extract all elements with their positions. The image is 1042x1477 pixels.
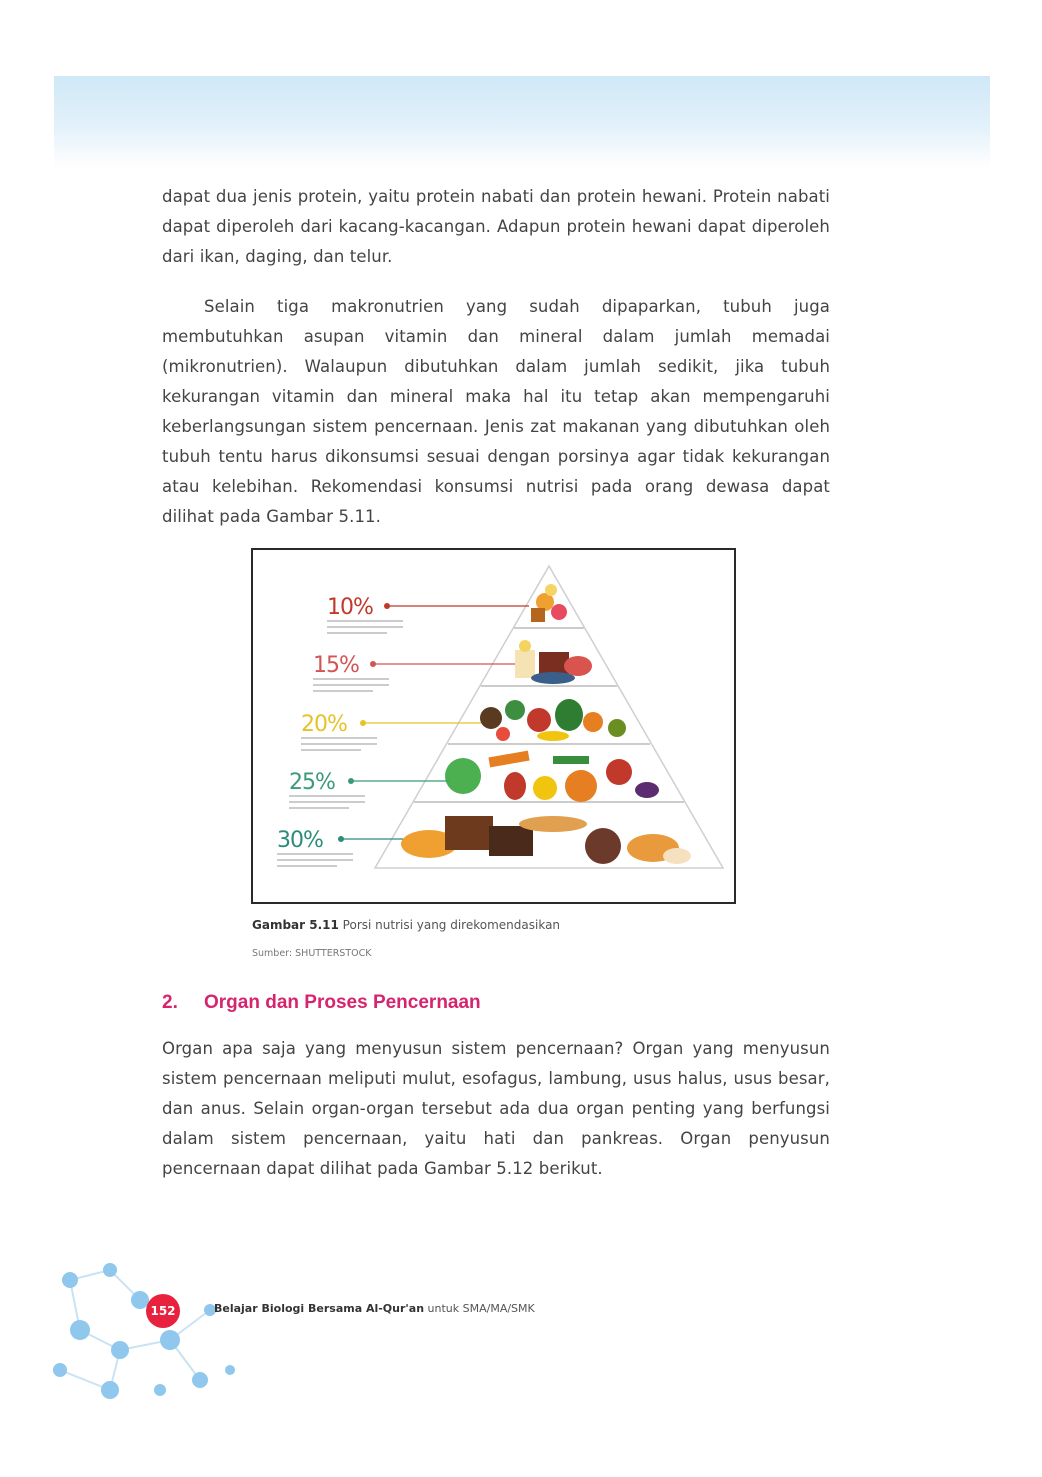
food-pyramid-figure xyxy=(251,548,736,904)
level-30-percent: 30% xyxy=(277,828,323,853)
footer-book-title xyxy=(214,1302,535,1315)
paragraph-2-text: Selain tiga makronutrien yang sudah dipaparkan, tubuh juga membutuhkan asupan vitamin dan mineral dalam jumlah memadai (mikronutrien). Walaupun dibutuhkan dalam jumlah sedikit, jika tubuh kekurangan vitamin dan mineral maka hal itu tetap akan mempengaruhi keberlangsungan sistem pencernaan. Jenis zat makanan yang dibutuhkan oleh tubuh tentu harus dikonsumsi sesuai dengan porsinya agar tidak kekurangan atau kelebihan. Rekomendasi konsumsi nutrisi pada orang dewasa dapat dilihat pada Gambar 5.11. xyxy=(162,297,830,526)
header-band xyxy=(54,76,990,168)
level-15-percent: 15% xyxy=(313,653,359,678)
paragraph-2 xyxy=(162,282,830,532)
figure-caption-label: Gambar 5.11 xyxy=(252,918,339,932)
footer-book-title-bold: Belajar Biologi Bersama Al-Qur'an xyxy=(214,1302,425,1315)
level-25-percent: 25% xyxy=(289,770,335,795)
section-title: Organ dan Proses Pencernaan xyxy=(204,992,481,1013)
level-10-percent: 10% xyxy=(327,595,373,620)
figure-source: Sumber: SHUTTERSTOCK xyxy=(252,948,372,959)
paragraph-1-text: dapat dua jenis protein, yaitu protein nabati dan protein hewani. Protein nabati dapat diperoleh dari kacang-kacangan. Adapun protein hewani dapat diperoleh dari ikan, daging, dan telur. xyxy=(162,187,830,266)
footer-book-title-rest: untuk SMA/MA/SMK xyxy=(427,1302,535,1315)
molecule-decoration-icon xyxy=(50,1250,250,1410)
section-number: 2. xyxy=(162,992,178,1013)
figure-caption-text: Porsi nutrisi yang direkomendasikan xyxy=(342,918,561,932)
paragraph-3 xyxy=(162,1034,830,1184)
figure-caption xyxy=(252,918,560,932)
section-heading xyxy=(162,992,481,1014)
paragraph-1 xyxy=(162,182,830,272)
page-number-badge: 152 xyxy=(146,1294,180,1328)
paragraph-3-text: Organ apa saja yang menyusun sistem pencernaan? Organ yang menyusun sistem pencernaan meliputi mulut, esofagus, lambung, usus halus, usus besar, dan anus. Selain organ-organ tersebut ada dua organ penting yang berfungsi dalam sistem pencernaan, yaitu hati dan pankreas. Organ penyusun pencernaan dapat dilihat pada Gambar 5.12 berikut. xyxy=(162,1039,830,1178)
level-label-10 xyxy=(327,595,529,634)
food-pyramid-graphic xyxy=(253,550,734,902)
level-20-percent: 20% xyxy=(301,712,347,737)
